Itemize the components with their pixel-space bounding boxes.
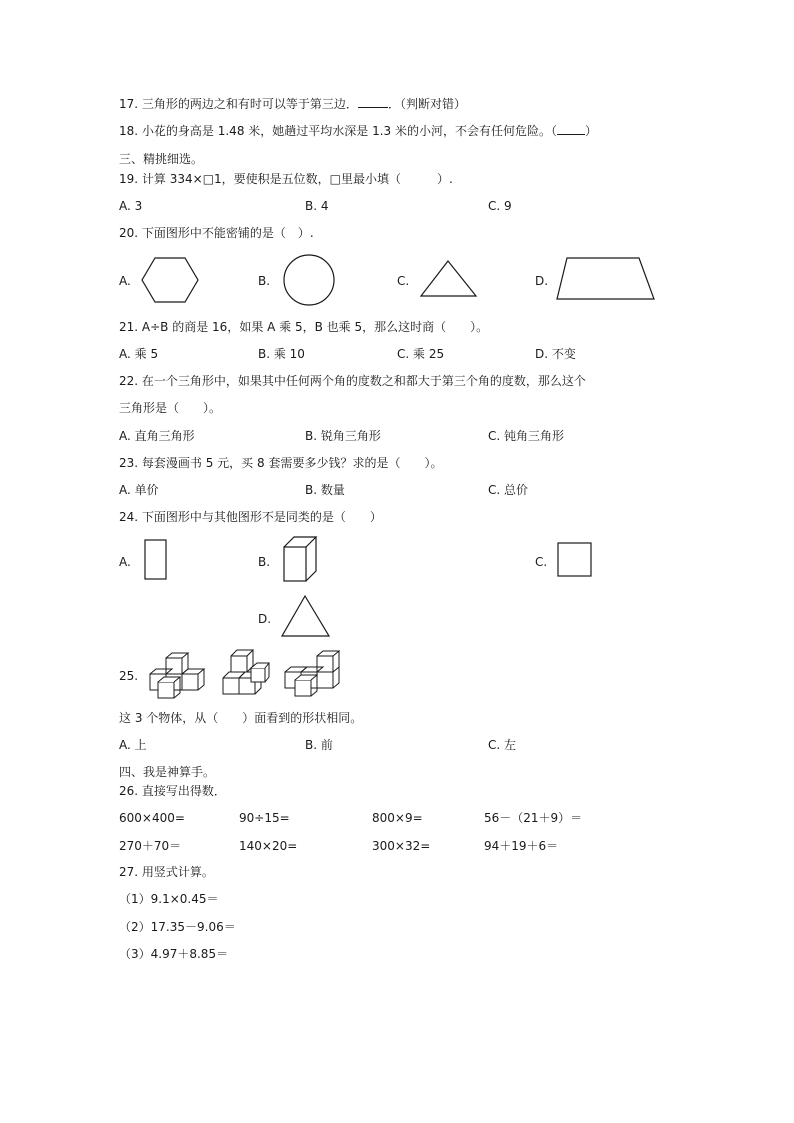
hexagon-icon <box>140 256 200 304</box>
option-a[interactable]: A. 上 <box>119 738 147 752</box>
question-21 <box>119 319 488 335</box>
question-text: 下面图形中不能密铺的是（ ）. <box>141 226 314 240</box>
square-icon <box>557 542 593 578</box>
option-c[interactable]: C. 9 <box>488 199 512 213</box>
question-number: 23. <box>119 456 139 470</box>
option-a[interactable]: A. 3 <box>119 199 143 213</box>
question-text: 每套漫画书 5 元，买 8 套需要多少钱？求的是（ ）。 <box>141 456 443 470</box>
cube-stack-3-icon <box>283 650 343 698</box>
option-d-label[interactable]: D. <box>535 274 549 288</box>
option-c[interactable]: C. 乘 25 <box>397 347 445 361</box>
calc-item: 90÷15= <box>239 811 290 825</box>
cube-stack-2-icon <box>221 648 271 698</box>
question-27 <box>119 864 214 880</box>
option-b[interactable]: B. 乘 10 <box>258 347 305 361</box>
cube-stack-1-icon <box>146 652 208 700</box>
vertical-calc-item: （2）17.35－9.06＝ <box>119 920 236 934</box>
question-number: 26. <box>119 784 139 798</box>
question-22-continued: 三角形是（ ）。 <box>119 401 222 415</box>
calc-item: 94＋19＋6＝ <box>484 839 559 853</box>
trapezoid-icon <box>555 256 659 302</box>
vertical-calc-item: （1）9.1×0.45＝ <box>119 892 219 906</box>
option-c[interactable]: C. 总价 <box>488 483 529 497</box>
calc-item: 140×20= <box>239 839 298 853</box>
question-text: 小花的身高是 1.48 米，她趟过平均水深是 1.3 米的小河，不会有任何危险。（ <box>141 124 557 138</box>
question-text: 下面图形中与其他图形不是同类的是（ ） <box>141 510 382 524</box>
rectangle-icon <box>144 539 168 581</box>
option-c-label[interactable]: C. <box>535 555 548 569</box>
answer-blank[interactable] <box>557 123 585 135</box>
option-b[interactable]: B. 数量 <box>305 483 345 497</box>
option-c[interactable]: C. 钝角三角形 <box>488 429 565 443</box>
question-number: 21. <box>119 320 139 334</box>
question-text: 直接写出得数． <box>141 784 226 798</box>
question-text-tail: ．（判断对错） <box>387 97 466 111</box>
question-number: 17. <box>119 97 139 111</box>
question-number: 22. <box>119 374 139 388</box>
option-b-label[interactable]: B. <box>258 274 271 288</box>
option-a-label[interactable]: A. <box>119 274 131 288</box>
question-18 <box>119 123 597 139</box>
question-19 <box>119 171 453 187</box>
triangle-icon <box>280 594 332 640</box>
option-a[interactable]: A. 直角三角形 <box>119 429 195 443</box>
vertical-calc-item: （3）4.97＋8.85＝ <box>119 947 229 961</box>
question-text: 计算 334×□1，要使积是五位数，□里最小填（ ）. <box>141 172 453 186</box>
option-b[interactable]: B. 前 <box>305 738 333 752</box>
option-b[interactable]: B. 锐角三角形 <box>305 429 381 443</box>
question-number: 19. <box>119 172 139 186</box>
question-number: 20. <box>119 226 139 240</box>
triangle-icon <box>419 259 479 299</box>
cuboid-icon <box>282 535 318 583</box>
question-23 <box>119 455 442 471</box>
option-b-label[interactable]: B. <box>258 555 271 569</box>
calc-item: 800×9= <box>372 811 423 825</box>
question-text: 在一个三角形中，如果其中任何两个角的度数之和都大于第三个角的度数，那么这个 <box>141 374 586 388</box>
question-24 <box>119 509 382 525</box>
question-text-tail: ） <box>585 124 598 138</box>
question-text: 三角形的两边之和有时可以等于第三边． <box>141 97 358 111</box>
question-number: 18. <box>119 124 139 138</box>
option-d-label[interactable]: D. <box>258 612 272 626</box>
option-d[interactable]: D. 不变 <box>535 347 576 361</box>
calc-item: 600×400= <box>119 811 185 825</box>
section-heading-4: 四、我是神算手。 <box>119 765 216 779</box>
question-text: 用竖式计算。 <box>141 865 214 879</box>
question-number: 27. <box>119 865 139 879</box>
section-heading-3: 三、精挑细选。 <box>119 152 204 166</box>
circle-icon <box>282 253 336 307</box>
question-22 <box>119 373 586 389</box>
calc-item: 56－（21＋9）＝ <box>484 811 583 825</box>
option-c[interactable]: C. 左 <box>488 738 517 752</box>
option-b[interactable]: B. 4 <box>305 199 329 213</box>
option-c-label[interactable]: C. <box>397 274 410 288</box>
option-a[interactable]: A. 乘 5 <box>119 347 159 361</box>
calc-item: 270＋70＝ <box>119 839 182 853</box>
question-25-number: 25. <box>119 669 139 683</box>
question-text: A÷B 的商是 16，如果 A 乘 5，B 也乘 5，那么这时商（ ）。 <box>141 320 489 334</box>
answer-blank[interactable] <box>358 96 388 108</box>
calc-item: 300×32= <box>372 839 431 853</box>
option-a[interactable]: A. 单价 <box>119 483 159 497</box>
question-25: 这 3 个物体，从（ ）面看到的形状相同。 <box>119 711 363 725</box>
question-20 <box>119 225 314 241</box>
question-number: 24. <box>119 510 139 524</box>
question-26 <box>119 783 226 799</box>
question-17 <box>119 96 466 112</box>
option-a-label[interactable]: A. <box>119 555 131 569</box>
